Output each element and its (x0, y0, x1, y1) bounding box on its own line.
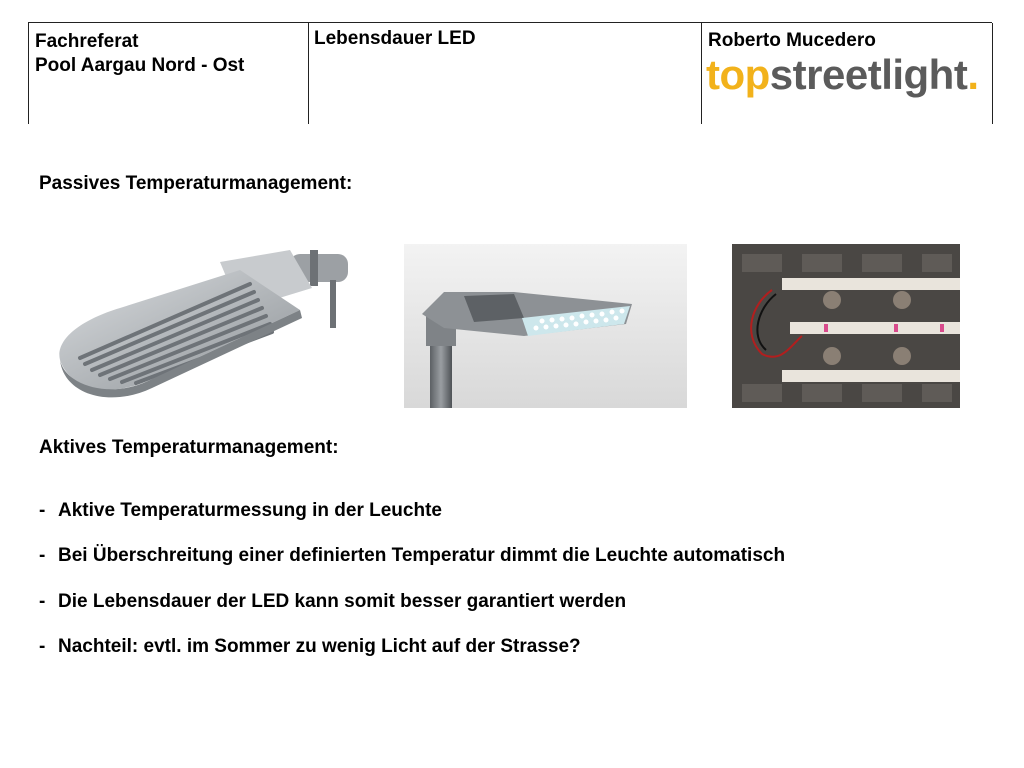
list-item: - Nachteil: evtl. im Sommer zu wenig Licht auf der Strasse? (39, 636, 581, 657)
active-section-title: Aktives Temperaturmanagement: (39, 437, 339, 458)
passive-section-title: Passives Temperaturmanagement: (39, 173, 353, 194)
department-label: Fachreferat (35, 31, 139, 52)
header-cell-author (701, 23, 993, 124)
list-item: - Bei Überschreitung einer definierten Temperatur dimmt die Leuchte automatisch (39, 545, 786, 566)
page-title: Lebensdauer LED (314, 28, 476, 49)
author-name: Roberto Mucedero (708, 30, 876, 51)
header-cell-department (28, 23, 309, 124)
topstreetlight-logo: topstreetlight. (706, 51, 979, 98)
led-streetlight-on-pole-photo (404, 244, 687, 408)
list-item: - Aktive Temperaturmessung in der Leuchte (39, 500, 442, 521)
header-table (28, 22, 992, 124)
list-item: - Die Lebensdauer der LED kann somit besser garantiert werden (39, 591, 627, 612)
header-cell-title (308, 23, 702, 124)
led-module-mounting-photo (732, 244, 960, 408)
led-streetlight-heatsink-photo (40, 240, 370, 408)
pool-label: Pool Aargau Nord - Ost (35, 55, 245, 76)
